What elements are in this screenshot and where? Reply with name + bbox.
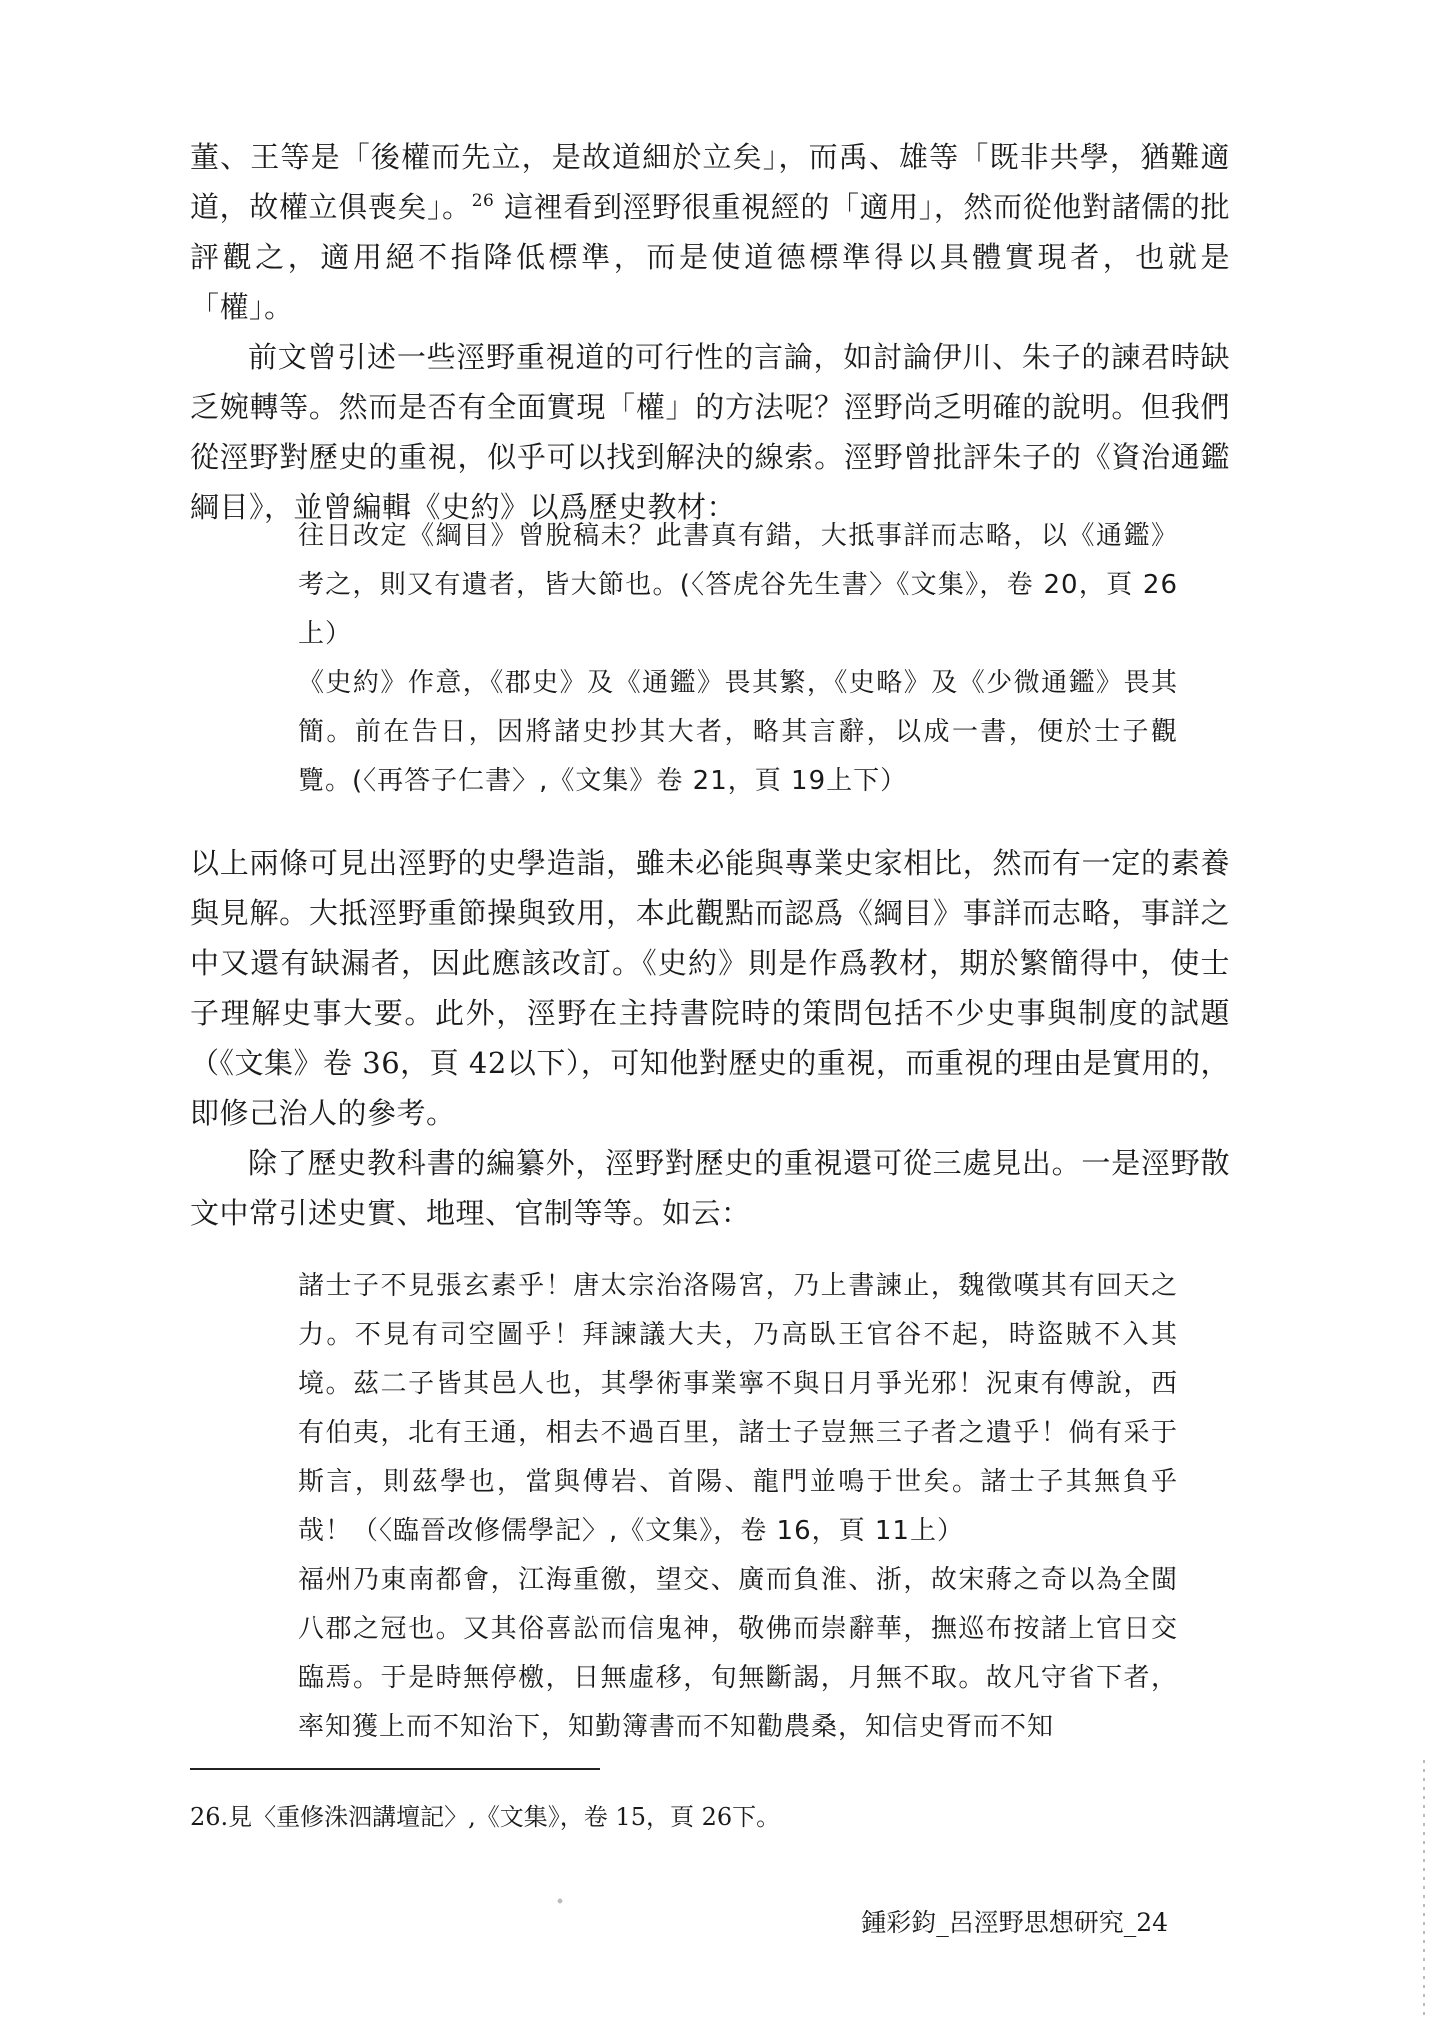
quote-2-item-2: 福州乃東南都會，江海重徼，望交、廣而負淮、浙，故宋蔣之奇以為全閩八郡之冠也。又其俗喜訟而信鬼神，敬佛而崇辭華，撫巡布按諸上官日交臨焉。于是時無停檄，日無虛移，旬無斷謁，月無不取。故凡守省下者，率知獲上而不知治下，知勤簿書而不知勸農桑，知信史胥而不知	[298, 1565, 1178, 1742]
footnote-ref-26[interactable]: 26	[471, 191, 495, 211]
footnote-26: 26.見〈重修洙泗講壇記〉,《文集》，卷 15，頁 26下。	[190, 1803, 781, 1831]
quote-1-item-1: 往日改定《綱目》曾脫稿未？此書真有錯，大抵事詳而志略，以《通鑑》考之，則又有遺者，皆大節也。(〈答虎谷先生書〉《文集》，卷 20，頁 26上）	[298, 521, 1178, 649]
block-quote-1	[298, 512, 1178, 806]
quote-1-item-2: 《史約》作意，《郡史》及《通鑑》畏其繁，《史略》及《少微通鑑》畏其簡。前在告日，因將諸史抄其大者，略其言辭，以成一書，便於士子觀覽。(〈再答子仁書〉,《文集》卷 21，頁 19上下）	[298, 668, 1178, 796]
paragraph-1	[190, 132, 1230, 332]
scan-edge-mark	[1423, 1760, 1425, 2020]
body-section-top	[190, 132, 1230, 532]
paragraph-3: 以上兩條可見出涇野的史學造詣，雖未必能與專業史家相比，然而有一定的素養與見解。大抵涇野重節操與致用，本此觀點而認爲《綱目》事詳而志略，事詳之中又還有缺漏者，因此應該改訂。《史約》則是作爲教材，期於繁簡得中，使士子理解史事大要。此外，涇野在主持書院時的策問包括不少史事與制度的試題（《文集》卷 36，頁 42以下），可知他對歷史的重視，而重視的理由是實用的，即修己治人的參考。	[190, 846, 1230, 1130]
page-footer: 鍾彩鈞_呂涇野思想研究_24	[861, 1908, 1168, 1937]
paragraph-2: 前文曾引述一些涇野重視道的可行性的言論，如討論伊川、朱子的諫君時缺乏婉轉等。然而是否有全面實現「權」的方法呢？涇野尚乏明確的說明。但我們從涇野對歷史的重視，似乎可以找到解決的線索。涇野曾批評朱子的《資治通鑑綱目》，並曾編輯《史約》以爲歷史教材：	[190, 340, 1230, 524]
paragraph-1-text: 董、王等是「後權而先立，是故道細於立矣」，而禹、雄等「既非共學，猶難適道，故權立俱喪矣」。	[190, 140, 1230, 224]
quote-2-item-1: 諸士子不見張玄素乎！唐太宗治洛陽宮，乃上書諫止，魏徵嘆其有回天之力。不見有司空圖乎！拜諫議大夫，乃高臥王官谷不起，時盜賊不入其境。茲二子皆其邑人也，其學術事業寧不與日月爭光邪！況東有傅說，西有伯夷，北有王通，相去不過百里，諸士子豈無三子者之遺乎！倘有采于斯言，則茲學也，當與傅岩、首陽、龍門並鳴于世矣。諸士子其無負乎哉！（〈臨晉改修儒學記〉,《文集》，卷 16，頁 11上）	[298, 1271, 1178, 1546]
block-quote-2	[298, 1262, 1178, 1752]
paragraph-4: 除了歷史教科書的編纂外，涇野對歷史的重視還可從三處見出。一是涇野散文中常引述史實、地理、官制等等。如云：	[190, 1146, 1230, 1230]
scan-artifact	[555, 1898, 565, 1904]
footnote-divider	[190, 1768, 600, 1770]
body-section-mid	[190, 838, 1230, 1238]
paragraph-1-text-rest: 這裡看到涇野很重視經的「適用」，然而從他對諸儒的批評觀之，適用絕不指降低標準，而是使道德標準得以具體實現者，也就是「權」。	[190, 190, 1230, 324]
